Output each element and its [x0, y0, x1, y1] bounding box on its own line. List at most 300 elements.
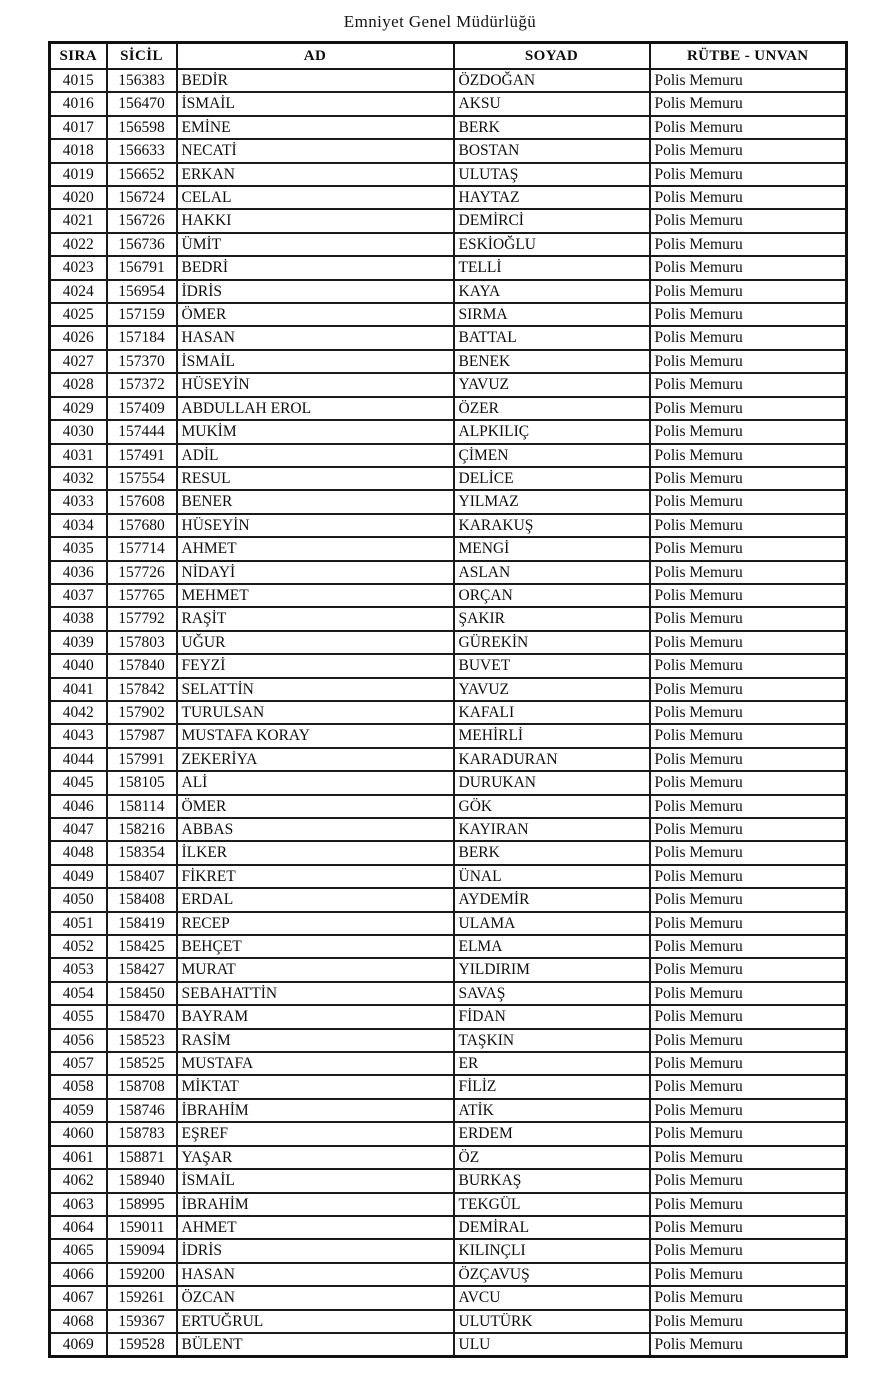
sicil-cell: 156726	[107, 209, 177, 232]
rutbe-cell: Polis Memuru	[650, 397, 847, 420]
rutbe-cell: Polis Memuru	[650, 490, 847, 513]
rutbe-cell: Polis Memuru	[650, 256, 847, 279]
soyad-cell: BATTAL	[454, 326, 650, 349]
ad-cell: HÜSEYİN	[177, 373, 454, 396]
sira-cell: 4064	[50, 1216, 107, 1239]
table-row	[50, 771, 847, 794]
rutbe-cell: Polis Memuru	[650, 92, 847, 115]
sira-cell: 4038	[50, 607, 107, 630]
rutbe-cell: Polis Memuru	[650, 631, 847, 654]
ad-cell: MUSTAFA	[177, 1052, 454, 1075]
sicil-cell: 157409	[107, 397, 177, 420]
rutbe-cell: Polis Memuru	[650, 69, 847, 92]
table-row	[50, 373, 847, 396]
soyad-cell: ATİK	[454, 1099, 650, 1122]
sicil-cell: 157714	[107, 537, 177, 560]
ad-cell: HASAN	[177, 326, 454, 349]
soyad-cell: AKSU	[454, 92, 650, 115]
rutbe-cell: Polis Memuru	[650, 186, 847, 209]
table-row	[50, 865, 847, 888]
rutbe-cell: Polis Memuru	[650, 678, 847, 701]
table-row	[50, 818, 847, 841]
sicil-cell: 158408	[107, 888, 177, 911]
table-row	[50, 1122, 847, 1145]
rutbe-cell: Polis Memuru	[650, 537, 847, 560]
sicil-cell: 156470	[107, 92, 177, 115]
table-row	[50, 444, 847, 467]
ad-cell: BÜLENT	[177, 1333, 454, 1357]
soyad-cell: ŞAKIR	[454, 607, 650, 630]
rutbe-cell: Polis Memuru	[650, 748, 847, 771]
soyad-cell: ÖZ	[454, 1146, 650, 1169]
soyad-cell: FİLİZ	[454, 1075, 650, 1098]
soyad-cell: ULUTAŞ	[454, 163, 650, 186]
sira-cell: 4066	[50, 1263, 107, 1286]
soyad-cell: ULU	[454, 1333, 650, 1357]
sicil-cell: 158216	[107, 818, 177, 841]
soyad-cell: ÜNAL	[454, 865, 650, 888]
soyad-cell: ÇİMEN	[454, 444, 650, 467]
sicil-cell: 156598	[107, 116, 177, 139]
ad-cell: MUKİM	[177, 420, 454, 443]
rutbe-cell: Polis Memuru	[650, 326, 847, 349]
sira-cell: 4041	[50, 678, 107, 701]
soyad-cell: YAVUZ	[454, 678, 650, 701]
sira-cell: 4033	[50, 490, 107, 513]
ad-cell: FEYZİ	[177, 654, 454, 677]
soyad-cell: ERDEM	[454, 1122, 650, 1145]
ad-cell: SEBAHATTİN	[177, 982, 454, 1005]
rutbe-cell: Polis Memuru	[650, 209, 847, 232]
rutbe-cell: Polis Memuru	[650, 724, 847, 747]
sicil-cell: 157987	[107, 724, 177, 747]
ad-cell: RESUL	[177, 467, 454, 490]
soyad-cell: YILDIRIM	[454, 958, 650, 981]
ad-cell: BENER	[177, 490, 454, 513]
sira-cell: 4017	[50, 116, 107, 139]
soyad-cell: ULUTÜRK	[454, 1310, 650, 1333]
soyad-cell: KAYIRAN	[454, 818, 650, 841]
soyad-cell: ASLAN	[454, 561, 650, 584]
sicil-cell: 158354	[107, 841, 177, 864]
sicil-cell: 157491	[107, 444, 177, 467]
soyad-cell: BOSTAN	[454, 139, 650, 162]
table-row	[50, 116, 847, 139]
sira-cell: 4058	[50, 1075, 107, 1098]
sira-cell: 4032	[50, 467, 107, 490]
sira-cell: 4069	[50, 1333, 107, 1357]
col-header-rutbe: RÜTBE - UNVAN	[650, 43, 847, 70]
sicil-cell: 157840	[107, 654, 177, 677]
rutbe-cell: Polis Memuru	[650, 1286, 847, 1309]
table-row	[50, 607, 847, 630]
rutbe-cell: Polis Memuru	[650, 1169, 847, 1192]
ad-cell: ERTUĞRUL	[177, 1310, 454, 1333]
table-row	[50, 139, 847, 162]
sicil-cell: 157608	[107, 490, 177, 513]
table-row	[50, 1333, 847, 1357]
soyad-cell: ÖZÇAVUŞ	[454, 1263, 650, 1286]
soyad-cell: ALPKILIÇ	[454, 420, 650, 443]
personnel-table	[48, 41, 848, 1358]
table-row	[50, 678, 847, 701]
rutbe-cell: Polis Memuru	[650, 1005, 847, 1028]
sira-cell: 4015	[50, 69, 107, 92]
rutbe-cell: Polis Memuru	[650, 818, 847, 841]
table-row	[50, 1146, 847, 1169]
sicil-cell: 158746	[107, 1099, 177, 1122]
ad-cell: NİDAYİ	[177, 561, 454, 584]
ad-cell: EMİNE	[177, 116, 454, 139]
table-row	[50, 420, 847, 443]
rutbe-cell: Polis Memuru	[650, 1146, 847, 1169]
ad-cell: İSMAİL	[177, 1169, 454, 1192]
ad-cell: ERKAN	[177, 163, 454, 186]
soyad-cell: ULAMA	[454, 912, 650, 935]
rutbe-cell: Polis Memuru	[650, 116, 847, 139]
sicil-cell: 159011	[107, 1216, 177, 1239]
ad-cell: İDRİS	[177, 1239, 454, 1262]
sicil-cell: 156736	[107, 233, 177, 256]
sira-cell: 4030	[50, 420, 107, 443]
sira-cell: 4051	[50, 912, 107, 935]
sicil-cell: 158407	[107, 865, 177, 888]
sira-cell: 4056	[50, 1029, 107, 1052]
sira-cell: 4050	[50, 888, 107, 911]
sicil-cell: 159200	[107, 1263, 177, 1286]
soyad-cell: DEMİRCİ	[454, 209, 650, 232]
sira-cell: 4026	[50, 326, 107, 349]
table-row	[50, 631, 847, 654]
ad-cell: ABBAS	[177, 818, 454, 841]
table-row	[50, 1310, 847, 1333]
sicil-cell: 157765	[107, 584, 177, 607]
col-header-ad: AD	[177, 43, 454, 70]
table-row	[50, 350, 847, 373]
soyad-cell: ESKİOĞLU	[454, 233, 650, 256]
page-title: Emniyet Genel Müdürlüğü	[343, 12, 537, 31]
ad-cell: SELATTİN	[177, 678, 454, 701]
soyad-cell: KARAKUŞ	[454, 514, 650, 537]
ad-cell: CELAL	[177, 186, 454, 209]
table-row	[50, 467, 847, 490]
table-row	[50, 935, 847, 958]
table-row	[50, 982, 847, 1005]
soyad-cell: BERK	[454, 841, 650, 864]
sira-cell: 4063	[50, 1193, 107, 1216]
rutbe-cell: Polis Memuru	[650, 1333, 847, 1357]
rutbe-cell: Polis Memuru	[650, 163, 847, 186]
sira-cell: 4046	[50, 795, 107, 818]
soyad-cell: TAŞKIN	[454, 1029, 650, 1052]
sira-cell: 4035	[50, 537, 107, 560]
ad-cell: RAŞİT	[177, 607, 454, 630]
rutbe-cell: Polis Memuru	[650, 1122, 847, 1145]
sira-cell: 4034	[50, 514, 107, 537]
rutbe-cell: Polis Memuru	[650, 1239, 847, 1262]
sicil-cell: 157726	[107, 561, 177, 584]
rutbe-cell: Polis Memuru	[650, 865, 847, 888]
sira-cell: 4054	[50, 982, 107, 1005]
sira-cell: 4065	[50, 1239, 107, 1262]
sicil-cell: 156633	[107, 139, 177, 162]
sira-cell: 4025	[50, 303, 107, 326]
table-row	[50, 256, 847, 279]
soyad-cell: SIRMA	[454, 303, 650, 326]
ad-cell: İBRAHİM	[177, 1099, 454, 1122]
table-row	[50, 1239, 847, 1262]
soyad-cell: ELMA	[454, 935, 650, 958]
table-row	[50, 1075, 847, 1098]
table-header-row	[50, 43, 847, 70]
rutbe-cell: Polis Memuru	[650, 1216, 847, 1239]
soyad-cell: MENGİ	[454, 537, 650, 560]
rutbe-cell: Polis Memuru	[650, 1052, 847, 1075]
sicil-cell: 158525	[107, 1052, 177, 1075]
rutbe-cell: Polis Memuru	[650, 771, 847, 794]
table-row	[50, 1099, 847, 1122]
ad-cell: MUSTAFA KORAY	[177, 724, 454, 747]
sira-cell: 4029	[50, 397, 107, 420]
sicil-cell: 158425	[107, 935, 177, 958]
sicil-cell: 158105	[107, 771, 177, 794]
ad-cell: BEDRİ	[177, 256, 454, 279]
table-row	[50, 209, 847, 232]
sira-cell: 4039	[50, 631, 107, 654]
sira-cell: 4060	[50, 1122, 107, 1145]
sira-cell: 4044	[50, 748, 107, 771]
ad-cell: EŞREF	[177, 1122, 454, 1145]
table-row	[50, 397, 847, 420]
rutbe-cell: Polis Memuru	[650, 1193, 847, 1216]
rutbe-cell: Polis Memuru	[650, 420, 847, 443]
table-row	[50, 326, 847, 349]
ad-cell: ALİ	[177, 771, 454, 794]
sicil-cell: 156954	[107, 280, 177, 303]
sicil-cell: 157680	[107, 514, 177, 537]
sira-cell: 4018	[50, 139, 107, 162]
rutbe-cell: Polis Memuru	[650, 795, 847, 818]
rutbe-cell: Polis Memuru	[650, 607, 847, 630]
ad-cell: TURULSAN	[177, 701, 454, 724]
rutbe-cell: Polis Memuru	[650, 373, 847, 396]
ad-cell: İSMAİL	[177, 92, 454, 115]
rutbe-cell: Polis Memuru	[650, 233, 847, 256]
sicil-cell: 158523	[107, 1029, 177, 1052]
sicil-cell: 157372	[107, 373, 177, 396]
rutbe-cell: Polis Memuru	[650, 701, 847, 724]
ad-cell: ÖMER	[177, 303, 454, 326]
sicil-cell: 157991	[107, 748, 177, 771]
sira-cell: 4040	[50, 654, 107, 677]
table-row	[50, 1005, 847, 1028]
sicil-cell: 159367	[107, 1310, 177, 1333]
sicil-cell: 158419	[107, 912, 177, 935]
sira-cell: 4037	[50, 584, 107, 607]
sira-cell: 4067	[50, 1286, 107, 1309]
ad-cell: RASİM	[177, 1029, 454, 1052]
sira-cell: 4023	[50, 256, 107, 279]
table-row	[50, 1193, 847, 1216]
table-row	[50, 1216, 847, 1239]
sira-cell: 4021	[50, 209, 107, 232]
rutbe-cell: Polis Memuru	[650, 467, 847, 490]
table-row	[50, 654, 847, 677]
rutbe-cell: Polis Memuru	[650, 982, 847, 1005]
ad-cell: MEHMET	[177, 584, 454, 607]
sira-cell: 4048	[50, 841, 107, 864]
ad-cell: BEHÇET	[177, 935, 454, 958]
soyad-cell: YAVUZ	[454, 373, 650, 396]
sicil-cell: 157842	[107, 678, 177, 701]
sira-cell: 4022	[50, 233, 107, 256]
sicil-cell: 158450	[107, 982, 177, 1005]
ad-cell: İLKER	[177, 841, 454, 864]
ad-cell: İSMAİL	[177, 350, 454, 373]
soyad-cell: SAVAŞ	[454, 982, 650, 1005]
sicil-cell: 157370	[107, 350, 177, 373]
soyad-cell: TEKGÜL	[454, 1193, 650, 1216]
rutbe-cell: Polis Memuru	[650, 584, 847, 607]
rutbe-cell: Polis Memuru	[650, 841, 847, 864]
sicil-cell: 158871	[107, 1146, 177, 1169]
sira-cell: 4049	[50, 865, 107, 888]
soyad-cell: GÜREKİN	[454, 631, 650, 654]
sicil-cell: 157803	[107, 631, 177, 654]
sira-cell: 4024	[50, 280, 107, 303]
sicil-cell: 158940	[107, 1169, 177, 1192]
sira-cell: 4016	[50, 92, 107, 115]
sira-cell: 4061	[50, 1146, 107, 1169]
sira-cell: 4057	[50, 1052, 107, 1075]
col-header-sira: SIRA	[50, 43, 107, 70]
soyad-cell: TELLİ	[454, 256, 650, 279]
soyad-cell: KAFALI	[454, 701, 650, 724]
rutbe-cell: Polis Memuru	[650, 1075, 847, 1098]
table-row	[50, 1263, 847, 1286]
sicil-cell: 158708	[107, 1075, 177, 1098]
soyad-cell: FİDAN	[454, 1005, 650, 1028]
sicil-cell: 156652	[107, 163, 177, 186]
rutbe-cell: Polis Memuru	[650, 139, 847, 162]
ad-cell: HAKKI	[177, 209, 454, 232]
sicil-cell: 158427	[107, 958, 177, 981]
ad-cell: HASAN	[177, 1263, 454, 1286]
ad-cell: MURAT	[177, 958, 454, 981]
table-row	[50, 514, 847, 537]
rutbe-cell: Polis Memuru	[650, 514, 847, 537]
sicil-cell: 158995	[107, 1193, 177, 1216]
ad-cell: YAŞAR	[177, 1146, 454, 1169]
soyad-cell: KAYA	[454, 280, 650, 303]
table-row	[50, 1029, 847, 1052]
sira-cell: 4047	[50, 818, 107, 841]
soyad-cell: GÖK	[454, 795, 650, 818]
rutbe-cell: Polis Memuru	[650, 1263, 847, 1286]
sira-cell: 4020	[50, 186, 107, 209]
table-body	[50, 69, 847, 1357]
table-row	[50, 748, 847, 771]
rutbe-cell: Polis Memuru	[650, 912, 847, 935]
soyad-cell: BURKAŞ	[454, 1169, 650, 1192]
sira-cell: 4055	[50, 1005, 107, 1028]
rutbe-cell: Polis Memuru	[650, 561, 847, 584]
soyad-cell: HAYTAZ	[454, 186, 650, 209]
sira-cell: 4053	[50, 958, 107, 981]
table-row	[50, 958, 847, 981]
ad-cell: ZEKERİYA	[177, 748, 454, 771]
sicil-cell: 159094	[107, 1239, 177, 1262]
sicil-cell: 157184	[107, 326, 177, 349]
table-row	[50, 537, 847, 560]
sira-cell: 4068	[50, 1310, 107, 1333]
sicil-cell: 157554	[107, 467, 177, 490]
ad-cell: ADİL	[177, 444, 454, 467]
table-row	[50, 1286, 847, 1309]
sira-cell: 4043	[50, 724, 107, 747]
ad-cell: UĞUR	[177, 631, 454, 654]
sira-cell: 4059	[50, 1099, 107, 1122]
col-header-soyad: SOYAD	[454, 43, 650, 70]
table-row	[50, 233, 847, 256]
rutbe-cell: Polis Memuru	[650, 1099, 847, 1122]
table-row	[50, 584, 847, 607]
rutbe-cell: Polis Memuru	[650, 888, 847, 911]
table-row	[50, 186, 847, 209]
soyad-cell: BERK	[454, 116, 650, 139]
sira-cell: 4042	[50, 701, 107, 724]
col-header-sicil: SİCİL	[107, 43, 177, 70]
sicil-cell: 158470	[107, 1005, 177, 1028]
ad-cell: FİKRET	[177, 865, 454, 888]
sicil-cell: 159528	[107, 1333, 177, 1357]
rutbe-cell: Polis Memuru	[650, 350, 847, 373]
soyad-cell: ORÇAN	[454, 584, 650, 607]
ad-cell: AHMET	[177, 537, 454, 560]
soyad-cell: KILINÇLI	[454, 1239, 650, 1262]
ad-cell: ÖZCAN	[177, 1286, 454, 1309]
rutbe-cell: Polis Memuru	[650, 958, 847, 981]
soyad-cell: ÖZER	[454, 397, 650, 420]
soyad-cell: YILMAZ	[454, 490, 650, 513]
table-row	[50, 795, 847, 818]
table-row	[50, 69, 847, 92]
sira-cell: 4027	[50, 350, 107, 373]
sira-cell: 4062	[50, 1169, 107, 1192]
soyad-cell: ER	[454, 1052, 650, 1075]
sira-cell: 4028	[50, 373, 107, 396]
sira-cell: 4045	[50, 771, 107, 794]
table-row	[50, 1169, 847, 1192]
table-row	[50, 912, 847, 935]
table-row	[50, 92, 847, 115]
table-row	[50, 724, 847, 747]
table-row	[50, 888, 847, 911]
ad-cell: ERDAL	[177, 888, 454, 911]
soyad-cell: DELİCE	[454, 467, 650, 490]
ad-cell: ÖMER	[177, 795, 454, 818]
sira-cell: 4031	[50, 444, 107, 467]
sicil-cell: 156724	[107, 186, 177, 209]
table-row	[50, 280, 847, 303]
soyad-cell: DURUKAN	[454, 771, 650, 794]
rutbe-cell: Polis Memuru	[650, 444, 847, 467]
ad-cell: BEDİR	[177, 69, 454, 92]
ad-cell: ABDULLAH EROL	[177, 397, 454, 420]
sicil-cell: 159261	[107, 1286, 177, 1309]
sicil-cell: 157902	[107, 701, 177, 724]
sicil-cell: 156791	[107, 256, 177, 279]
